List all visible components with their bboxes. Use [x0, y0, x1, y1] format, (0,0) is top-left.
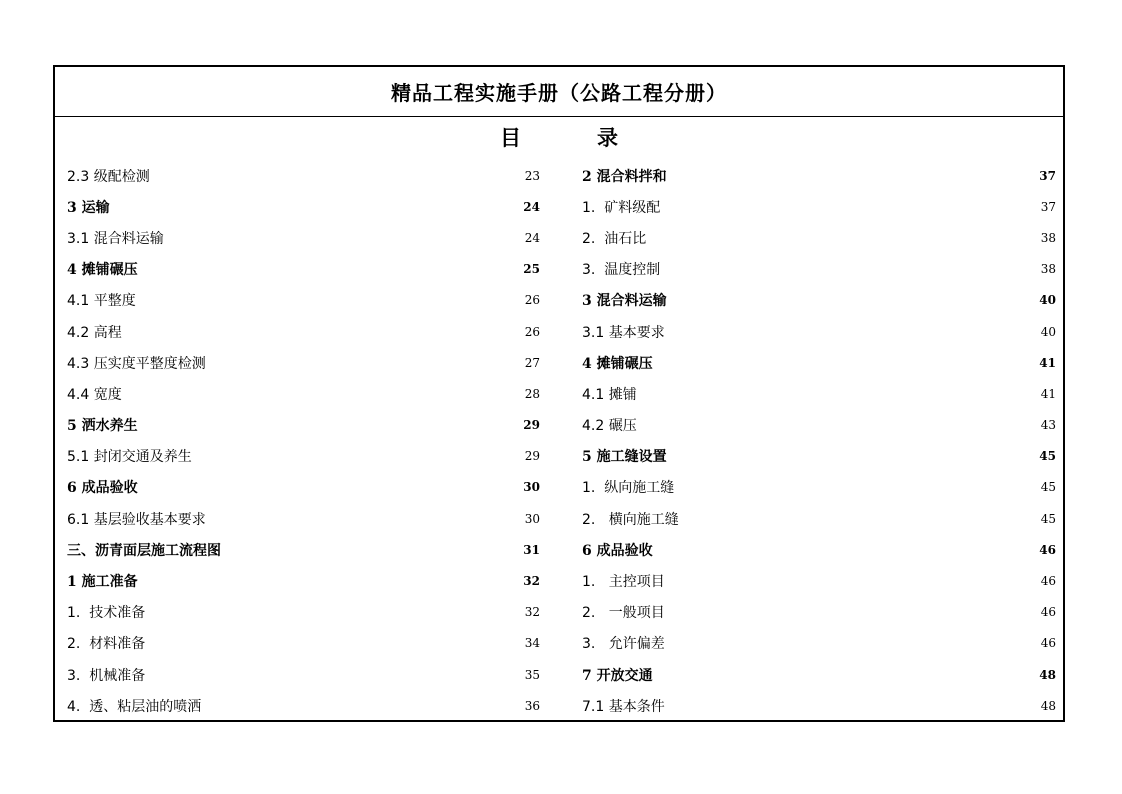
toc-entry[interactable] [67, 690, 540, 721]
toc-entry-label: 1. 主控项目 [582, 574, 665, 591]
toc-entry-page-number: 48 [1039, 667, 1056, 682]
toc-entry[interactable] [67, 285, 540, 316]
toc-entry-label: 4.2 碾压 [582, 418, 637, 435]
toc-entry[interactable] [67, 347, 540, 378]
toc-entry-label: 3 混合料运输 [582, 293, 667, 310]
toc-entry-page-number: 38 [1040, 230, 1056, 245]
toc-entry-page-number: 40 [1039, 293, 1056, 308]
toc-entry-label: 6 成品验收 [67, 480, 138, 497]
toc-entry[interactable] [67, 441, 540, 472]
toc-entry-label: 1 施工准备 [67, 574, 138, 591]
toc-entry-label: 5 洒水养生 [67, 418, 138, 435]
toc-entry[interactable] [67, 597, 540, 628]
toc-entry[interactable] [67, 254, 540, 285]
toc-entry-label: 2. 横向施工缝 [582, 511, 679, 528]
toc-entry-page-number: 25 [523, 262, 540, 277]
document-title: 精品工程实施手册（公路工程分册） [391, 81, 727, 105]
toc-entry[interactable] [67, 378, 540, 409]
toc-entry-page-number: 46 [1040, 574, 1056, 589]
toc-entry-page-number: 46 [1040, 636, 1056, 651]
toc-entry-page-number: 30 [524, 511, 540, 526]
toc-entry[interactable] [67, 659, 540, 690]
toc-entry-label: 3.1 混合料运输 [67, 230, 164, 247]
toc-left-column [67, 160, 540, 721]
toc-entry-label: 4.1 摊铺 [582, 386, 637, 403]
toc-entry-label: 3. 机械准备 [67, 667, 146, 684]
toc-entry-page-number: 45 [1040, 511, 1056, 526]
toc-entry-label: 6 成品验收 [582, 542, 653, 559]
toc-entry-label: 3. 温度控制 [582, 262, 661, 279]
toc-entry-page-number: 29 [524, 449, 540, 464]
toc-entry[interactable] [582, 565, 1056, 596]
toc-entry[interactable] [582, 690, 1056, 721]
toc-entry[interactable] [582, 441, 1056, 472]
toc-entry-label: 三、沥青面层施工流程图 [67, 542, 221, 559]
toc-entry-page-number: 32 [524, 605, 540, 620]
toc-entry[interactable] [582, 191, 1056, 222]
toc-entry-label: 1. 纵向施工缝 [582, 480, 675, 497]
toc-entry-page-number: 36 [524, 698, 540, 713]
toc-entry-page-number: 48 [1040, 698, 1056, 713]
toc-entry[interactable] [582, 503, 1056, 534]
toc-entry-page-number: 38 [1040, 262, 1056, 277]
toc-entry[interactable] [582, 534, 1056, 565]
toc-entry[interactable] [67, 628, 540, 659]
toc-entry-page-number: 46 [1040, 605, 1056, 620]
toc-entry-page-number: 41 [1040, 386, 1056, 401]
toc-entry[interactable] [582, 285, 1056, 316]
toc-entry[interactable] [582, 316, 1056, 347]
toc-entry-label: 2. 材料准备 [67, 636, 146, 653]
toc-entry-page-number: 37 [1039, 168, 1056, 183]
toc-entry-page-number: 37 [1040, 199, 1056, 214]
toc-entry[interactable] [582, 222, 1056, 253]
toc-entry[interactable] [582, 254, 1056, 285]
toc-entry[interactable] [67, 534, 540, 565]
toc-entry-page-number: 31 [523, 542, 540, 557]
toc-entry[interactable] [582, 472, 1056, 503]
toc-entry-page-number: 26 [524, 324, 540, 339]
toc-entry-label: 2 混合料拌和 [582, 168, 667, 185]
toc-entry-page-number: 26 [524, 293, 540, 308]
toc-entry-page-number: 32 [523, 574, 540, 589]
toc-heading [55, 117, 1063, 157]
toc-frame [53, 65, 1065, 722]
toc-entry[interactable] [67, 191, 540, 222]
toc-entry-page-number: 29 [523, 418, 540, 433]
toc-entry-page-number: 30 [523, 480, 540, 495]
toc-entry-label: 6.1 基层验收基本要求 [67, 511, 206, 528]
toc-entry-page-number: 35 [524, 667, 540, 682]
toc-entry-page-number: 45 [1040, 480, 1056, 495]
toc-entry-label: 2. 油石比 [582, 230, 647, 247]
toc-entry-page-number: 24 [523, 199, 540, 214]
title-bar [55, 67, 1063, 117]
toc-entry-label: 5.1 封闭交通及养生 [67, 449, 192, 466]
toc-entry-page-number: 24 [524, 230, 540, 245]
toc-entry-label: 2.3 级配检测 [67, 168, 150, 185]
toc-entry[interactable] [67, 160, 540, 191]
toc-entry-label: 4.4 宽度 [67, 386, 122, 403]
toc-entry-label: 3. 允许偏差 [582, 636, 665, 653]
toc-right-column [582, 160, 1056, 721]
toc-entry-page-number: 45 [1039, 449, 1056, 464]
toc-entry[interactable] [67, 316, 540, 347]
toc-entry-label: 5 施工缝设置 [582, 449, 667, 466]
toc-entry[interactable] [582, 597, 1056, 628]
toc-entry-label: 4 摊铺碾压 [582, 355, 653, 372]
toc-entry-label: 1. 矿料级配 [582, 199, 661, 216]
toc-columns [55, 160, 1063, 721]
toc-entry[interactable] [67, 410, 540, 441]
toc-heading-right: 录 [597, 125, 618, 150]
toc-entry-page-number: 41 [1039, 355, 1056, 370]
toc-entry-page-number: 28 [524, 386, 540, 401]
toc-entry-label: 4.1 平整度 [67, 293, 136, 310]
toc-entry[interactable] [67, 565, 540, 596]
toc-entry-page-number: 40 [1040, 324, 1056, 339]
toc-entry-label: 2. 一般项目 [582, 605, 665, 622]
toc-entry-label: 4.2 高程 [67, 324, 122, 341]
toc-entry[interactable] [582, 378, 1056, 409]
toc-entry-label: 3.1 基本要求 [582, 324, 665, 341]
toc-entry-label: 7.1 基本条件 [582, 698, 665, 715]
toc-entry[interactable] [582, 347, 1056, 378]
toc-entry-label: 1. 技术准备 [67, 605, 146, 622]
toc-entry-label: 4 摊铺碾压 [67, 262, 138, 279]
toc-entry-label: 7 开放交通 [582, 667, 653, 684]
toc-entry[interactable] [582, 659, 1056, 690]
toc-entry-page-number: 23 [524, 168, 540, 183]
toc-entry[interactable] [582, 628, 1056, 659]
toc-entry[interactable] [67, 222, 540, 253]
toc-entry-label: 3 运输 [67, 199, 110, 216]
toc-entry[interactable] [582, 160, 1056, 191]
toc-heading-left: 目 [500, 125, 521, 150]
toc-entry-label: 4. 透、粘层油的喷洒 [67, 698, 202, 715]
toc-entry-page-number: 34 [524, 636, 540, 651]
toc-entry-label: 4.3 压实度平整度检测 [67, 355, 206, 372]
toc-entry[interactable] [67, 503, 540, 534]
toc-entry[interactable] [582, 410, 1056, 441]
toc-entry-page-number: 27 [524, 355, 540, 370]
toc-entry-page-number: 43 [1040, 418, 1056, 433]
toc-entry-page-number: 46 [1039, 542, 1056, 557]
toc-entry[interactable] [67, 472, 540, 503]
